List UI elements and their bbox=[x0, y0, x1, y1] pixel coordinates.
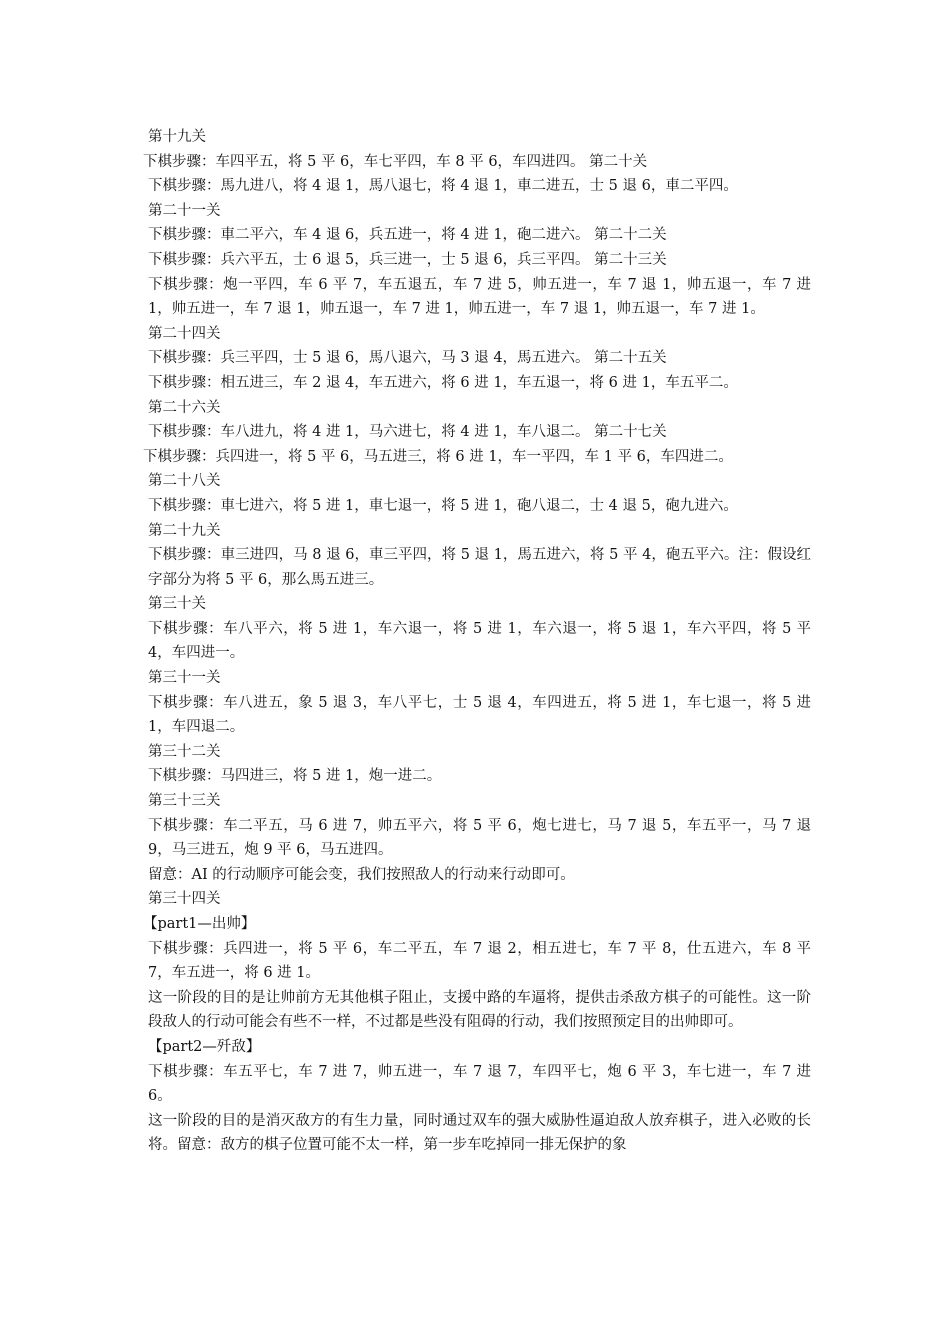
level-19-steps: 下棋步骤：车四平五，将 5 平 6，车七平四，车 8 平 6，车四进四。 第二十关 bbox=[143, 153, 648, 170]
level-21-heading: 第二十一关 bbox=[148, 202, 221, 219]
document-page bbox=[143, 125, 811, 1158]
level-33-heading: 第三十三关 bbox=[148, 793, 221, 810]
level-24-heading: 第二十四关 bbox=[148, 325, 221, 342]
level-26-steps: 下棋步骤：车八进九，将 4 进 1，马六进七，将 4 进 1，车八退二。 第二十七关 bbox=[148, 424, 667, 441]
level-33-note: 留意：AI 的行动顺序可能会变，我们按照敌人的行动来行动即可。 bbox=[148, 866, 575, 883]
level-34-part1-explanation: 这一阶段的目的是让帅前方无其他棋子阻止，支援中路的车逼将，提供击杀敌方棋子的可能性。这一阶段敌人的行动可能会有些不一样，不过都是些没有阻碍的行动，我们按照预定目的出帅即可。 bbox=[148, 989, 811, 1031]
level-34-part2-heading: 【part2—歼敌】 bbox=[148, 1038, 261, 1055]
level-27-steps: 下棋步骤：兵四进一，将 5 平 6，马五进三，将 6 进 1，车一平四，车 1 平 6，车四进二。 bbox=[143, 448, 733, 465]
level-31-steps: 下棋步骤：车八进五，象 5 退 3，车八平七，士 5 退 4，车四进五，将 5 进 1，车七退一，将 5 进 1，车四退二。 bbox=[148, 694, 811, 736]
level-20-steps: 下棋步骤：馬九进八，将 4 退 1，馬八退七，将 4 退 1，車二进五，士 5 退 6，車二平四。 bbox=[148, 178, 738, 195]
level-33-steps: 下棋步骤：车二平五，马 6 进 7，帅五平六，将 5 平 6，炮七进七，马 7 退 5，车五平一，马 7 退 9，马三进五，炮 9 平 6，马五进四。 bbox=[148, 817, 811, 859]
level-21-steps: 下棋步骤：車二平六，车 4 退 6，兵五进一，将 4 进 1，砲二进六。 第二十二关 bbox=[148, 227, 667, 244]
level-30-steps: 下棋步骤：车八平六，将 5 进 1，车六退一，将 5 进 1，车六退一，将 5 退 1，车六平四，将 5 平 4，车四进一。 bbox=[148, 620, 811, 662]
level-22-steps: 下棋步骤：兵六平五，士 6 退 5，兵三进一，士 5 退 6，兵三平四。 第二十三关 bbox=[148, 251, 667, 268]
level-34-heading: 第三十四关 bbox=[148, 891, 221, 908]
level-29-heading: 第二十九关 bbox=[148, 522, 221, 539]
level-34-part2-steps: 下棋步骤：车五平七，车 7 进 7，帅五进一，车 7 退 7，车四平七，炮 6 平 3，车七进一，车 7 进 6。 bbox=[148, 1063, 811, 1105]
level-19-heading: 第十九关 bbox=[148, 129, 206, 145]
level-34-part2-explanation: 这一阶段的目的是消灭敌方的有生力量，同时通过双车的强大威胁性逼迫敌人放弃棋子，进入必败的长将。留意：敌方的棋子位置可能不太一样，第一步车吃掉同一排无保护的象 bbox=[148, 1112, 811, 1154]
level-34-part1-heading: 【part1—出帅】 bbox=[143, 916, 256, 932]
level-28-steps: 下棋步骤：車七进六，将 5 进 1，車七退一，将 5 进 1，砲八退二，士 4 退 5，砲九进六。 bbox=[148, 497, 738, 514]
level-26-heading: 第二十六关 bbox=[148, 399, 221, 416]
level-31-heading: 第三十一关 bbox=[148, 670, 221, 687]
level-24-steps: 下棋步骤：兵三平四，士 5 退 6，馬八退六，马 3 退 4，馬五进六。 第二十五关 bbox=[148, 350, 667, 367]
level-23-steps: 下棋步骤：炮一平四，车 6 平 7，车五退五，车 7 进 5，帅五进一，车 7 退 1，帅五退一，车 7 进 1，帅五进一，车 7 退 1，帅五退一，车 7 进 1，帅五进一，车 7 退 1，帅五退一，车 7 进 1。 bbox=[148, 276, 811, 318]
level-30-heading: 第三十关 bbox=[148, 596, 206, 613]
level-34-part1-steps: 下棋步骤：兵四进一，将 5 平 6，车二平五，车 7 退 2，相五进七，车 7 平 8，仕五进六，车 8 平 7，车五进一，将 6 进 1。 bbox=[148, 940, 811, 982]
level-32-steps: 下棋步骤：马四进三，将 5 进 1，炮一进二。 bbox=[148, 768, 442, 785]
level-29-steps: 下棋步骤：車三进四，马 8 退 6，車三平四，将 5 退 1，馬五进六，将 5 平 4，砲五平六。注：假设红字部分为将 5 平 6，那么馬五进三。 bbox=[148, 547, 811, 588]
level-25-steps: 下棋步骤：相五进三，车 2 退 4，车五进六，将 6 进 1，车五退一，将 6 进 1，车五平二。 bbox=[148, 374, 738, 391]
level-32-heading: 第三十二关 bbox=[148, 743, 221, 760]
level-28-heading: 第二十八关 bbox=[148, 473, 221, 490]
